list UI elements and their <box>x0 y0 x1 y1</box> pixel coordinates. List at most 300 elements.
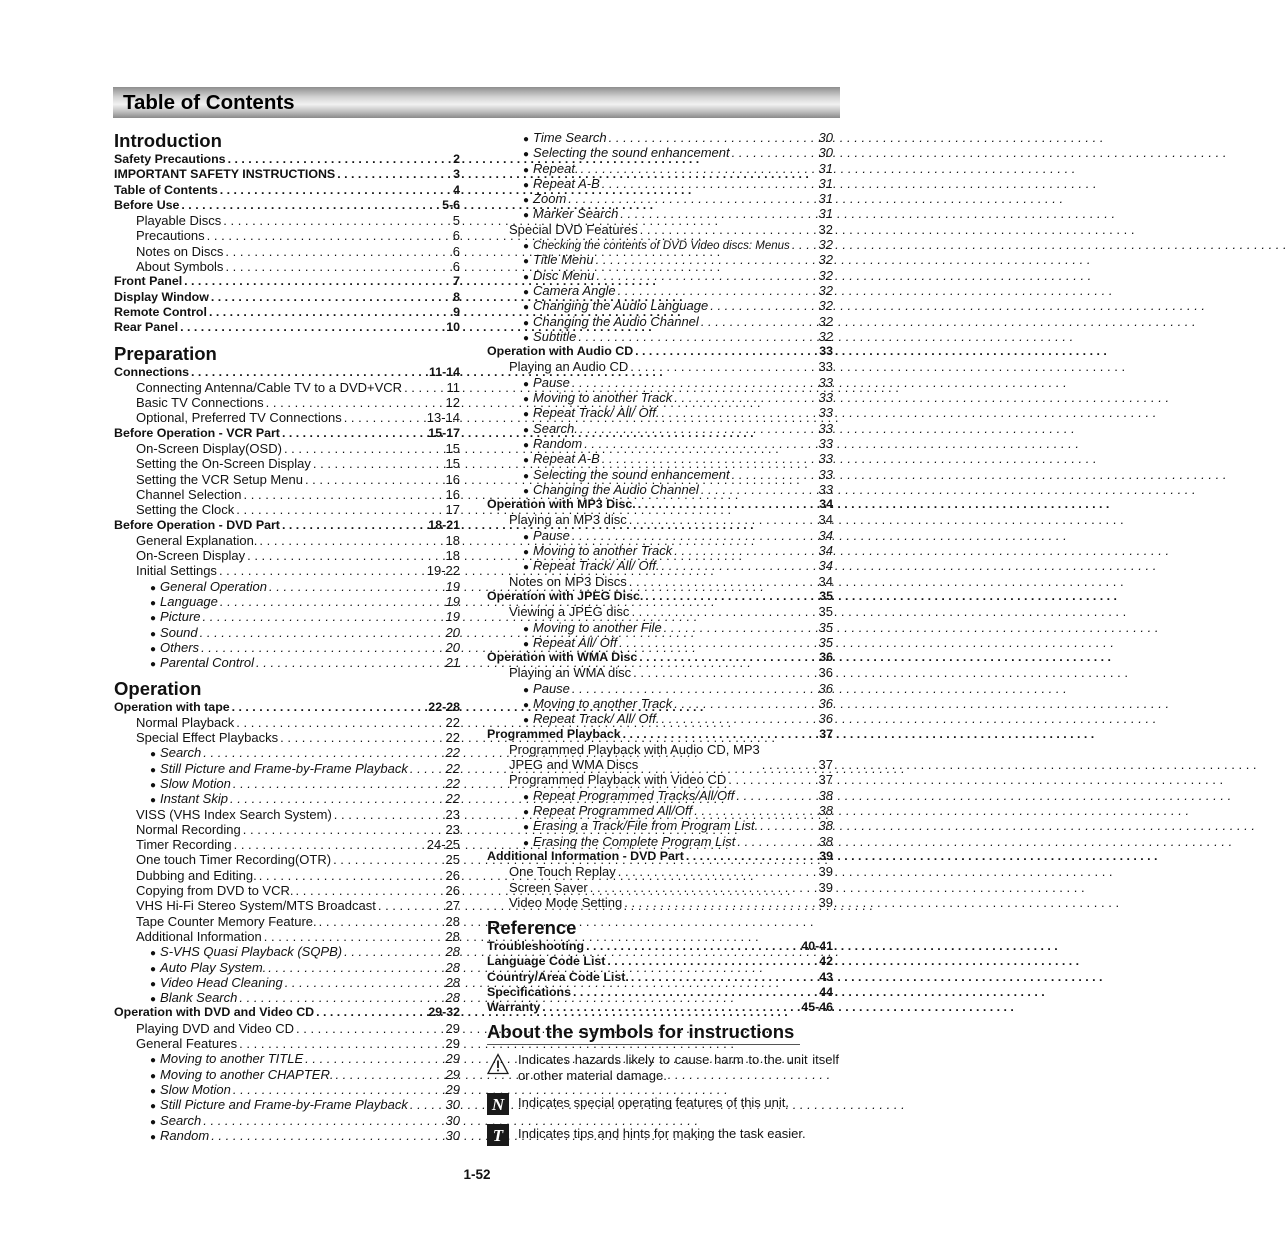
toc-entry[interactable] <box>114 868 460 883</box>
dot-leader <box>333 852 443 867</box>
toc-entry[interactable] <box>487 880 833 895</box>
toc-entry[interactable] <box>487 954 833 969</box>
toc-entry[interactable] <box>487 635 833 650</box>
toc-entry-page: 19-22 <box>426 563 460 579</box>
toc-entry-page: 29 <box>445 1066 460 1082</box>
warning-triangle-icon <box>487 1053 509 1075</box>
bullet-icon: ● <box>523 134 530 145</box>
toc-entry[interactable] <box>114 609 460 624</box>
toc-entry[interactable] <box>487 864 833 879</box>
bullet-icon: ● <box>523 210 530 222</box>
bullet-icon: ● <box>523 807 530 819</box>
toc-entry[interactable] <box>114 791 460 806</box>
toc-entry-title-text: Instant Skip <box>160 791 228 807</box>
toc-entry-page: 29-32 <box>428 1005 460 1020</box>
toc-entry-page: 33 <box>818 481 833 497</box>
toc-entry[interactable] <box>114 990 460 1005</box>
toc-entry[interactable] <box>114 625 460 640</box>
toc-entry-page: 19 <box>445 609 460 625</box>
toc-entry[interactable] <box>487 436 833 451</box>
toc-entry-page: 17 <box>445 502 460 518</box>
toc-entry-title-text: Repeat All/ Off <box>533 634 618 650</box>
dot-leader <box>736 788 816 803</box>
toc-entry[interactable] <box>114 274 460 289</box>
toc-entry[interactable] <box>487 329 833 344</box>
toc-entry[interactable] <box>487 268 833 283</box>
toc-entry-title-text: Programmed Playback <box>487 726 621 741</box>
section-heading: Preparation <box>114 342 217 364</box>
toc-entry[interactable] <box>114 700 460 715</box>
toc-entry[interactable] <box>487 298 833 313</box>
toc-entry-page: 28 <box>445 913 460 929</box>
toc-entry-title-text: Video Head Cleaning <box>160 974 283 990</box>
toc-entry-title <box>136 822 241 837</box>
toc-entry-title <box>487 650 637 665</box>
dot-leader <box>762 757 817 772</box>
toc-entry[interactable] <box>114 1067 460 1082</box>
toc-entry[interactable] <box>487 543 833 558</box>
toc-entry-title <box>114 700 230 715</box>
toc-entry-title <box>136 730 278 745</box>
toc-entry-page: 18-21 <box>428 517 460 532</box>
toc-entry-title-text: Video Mode Setting <box>509 894 623 910</box>
bullet-icon: ● <box>150 628 157 640</box>
toc-entry[interactable] <box>114 715 460 730</box>
toc-entry[interactable] <box>114 259 460 274</box>
toc-entry[interactable] <box>114 807 460 822</box>
toc-entry[interactable] <box>114 320 460 335</box>
dot-leader <box>674 390 816 405</box>
toc-entry[interactable] <box>114 944 460 959</box>
toc-entry-title-text: Additional Information - DVD Part <box>487 848 684 863</box>
toc-entry-title-text: Repeat A-B <box>533 451 600 467</box>
toc-entry[interactable] <box>114 975 460 990</box>
toc-entry-title <box>136 228 205 243</box>
toc-entry[interactable] <box>114 837 460 852</box>
toc-entry[interactable] <box>487 711 833 726</box>
toc-entry[interactable] <box>487 375 833 390</box>
toc-entry[interactable] <box>114 1021 460 1036</box>
toc-entry[interactable] <box>487 482 833 497</box>
toc-entry[interactable] <box>114 518 460 533</box>
toc-entry[interactable] <box>487 176 833 191</box>
toc-entry-title-text: Search. <box>533 420 578 436</box>
dot-leader <box>568 191 816 206</box>
toc-entry[interactable] <box>487 237 833 252</box>
dot-leader <box>620 206 816 221</box>
toc-entry[interactable] <box>114 152 460 167</box>
toc-entry-title-text: Warranty <box>487 1000 541 1015</box>
toc-entry[interactable] <box>114 533 460 548</box>
toc-entry-title <box>114 365 189 380</box>
bullet-icon: ● <box>523 455 530 467</box>
toc-entry-title-text: Normal Playback <box>136 714 235 730</box>
toc-entry[interactable] <box>114 380 460 395</box>
tip-t-glyph: T <box>492 1125 504 1145</box>
toc-entry[interactable] <box>114 929 460 944</box>
toc-entry[interactable] <box>487 206 833 221</box>
toc-entry[interactable] <box>487 359 833 374</box>
toc-entry-page: 21 <box>445 655 460 671</box>
dot-leader <box>645 589 817 604</box>
bullet-icon: ● <box>523 179 530 191</box>
dot-leader <box>244 487 444 502</box>
toc-entry-page: 34 <box>818 558 833 574</box>
toc-entry-page: 34 <box>818 512 833 528</box>
toc-entry-title-text: Repeat Track/ All/ Off. <box>533 711 660 727</box>
dot-leader <box>701 482 817 497</box>
dot-leader <box>203 745 443 760</box>
toc-entry-title-text: Moving to another TITLE <box>160 1051 304 1067</box>
toc-entry-page: 33 <box>818 374 833 390</box>
dot-leader <box>638 497 817 512</box>
dot-leader <box>219 563 425 578</box>
bullet-icon: ● <box>150 948 157 960</box>
toc-entry[interactable] <box>487 314 833 329</box>
toc-entry-page: 36 <box>818 680 833 696</box>
bullet-icon: ● <box>150 1085 157 1097</box>
dot-leader <box>602 176 817 191</box>
toc-entry[interactable] <box>114 1128 460 1143</box>
toc-entry-page: 39 <box>818 864 833 880</box>
toc-entry[interactable] <box>487 497 833 512</box>
toc-entry-title <box>509 742 760 773</box>
toc-entry-title-text: Slow Motion <box>160 1081 231 1097</box>
toc-entry[interactable] <box>487 772 833 787</box>
toc-entry-page: 36 <box>818 711 833 727</box>
dot-leader <box>211 1128 443 1143</box>
toc-entry-page: 15 <box>445 441 460 457</box>
toc-entry[interactable] <box>487 222 833 237</box>
toc-entry-title-text: Selecting the sound enhancement <box>533 145 730 161</box>
dot-leader <box>619 635 816 650</box>
toc-entry-title-text: Parental Control <box>160 655 254 671</box>
toc-entry[interactable] <box>487 512 833 527</box>
toc-entry[interactable] <box>114 914 460 929</box>
toc-entry-page: 36 <box>819 650 833 665</box>
toc-entry-title-text: Playing DVD and Video CD <box>136 1020 295 1036</box>
toc-entry-title-text: Playing an Audio CD <box>509 359 629 375</box>
toc-entry-title-text: Notes on MP3 Discs <box>509 573 627 589</box>
toc-entry-title <box>136 715 234 730</box>
toc-entry[interactable] <box>114 1082 460 1097</box>
bullet-icon: ● <box>150 779 157 791</box>
toc-entry-title-text: Special Effect Playbacks <box>136 730 279 746</box>
toc-entry-page: 15-17 <box>428 425 460 440</box>
toc-entry-title <box>136 213 221 228</box>
toc-entry[interactable] <box>114 167 460 182</box>
toc-entry[interactable] <box>114 441 460 456</box>
toc-entry-title <box>136 563 217 578</box>
toc-entry-title-text: Basic TV Connections <box>136 395 264 411</box>
toc-entry[interactable] <box>114 745 460 760</box>
toc-entry-page: 30 <box>818 145 833 161</box>
toc-entry-title <box>509 222 638 237</box>
toc-entry[interactable] <box>487 665 833 680</box>
toc-entry[interactable] <box>114 365 460 380</box>
toc-entry[interactable] <box>114 290 460 305</box>
dot-leader <box>596 252 817 267</box>
toc-entry[interactable] <box>114 395 460 410</box>
toc-entry[interactable] <box>487 939 833 954</box>
toc-entry[interactable] <box>487 528 833 543</box>
dot-leader <box>313 456 444 471</box>
toc-entry[interactable] <box>487 252 833 267</box>
toc-entry[interactable] <box>114 594 460 609</box>
toc-entry-title <box>136 883 294 898</box>
toc-entry[interactable] <box>487 390 833 405</box>
toc-entry-page: 22 <box>445 730 460 746</box>
toc-entry[interactable] <box>114 960 460 975</box>
toc-entry[interactable] <box>114 640 460 655</box>
toc-entry[interactable] <box>114 579 460 594</box>
toc-entry[interactable] <box>487 145 833 160</box>
toc-entry-page: 11 <box>446 379 460 395</box>
toc-entry-title-text: Connections <box>114 364 190 379</box>
dot-leader <box>285 975 444 990</box>
toc-entry-page: 22 <box>445 714 460 730</box>
toc-entry-title-text: Random <box>160 1127 210 1143</box>
toc-entry[interactable] <box>487 574 833 589</box>
toc-entry[interactable] <box>114 548 460 563</box>
toc-entry-page: 18 <box>445 532 460 548</box>
toc-entry[interactable] <box>114 1097 460 1112</box>
toc-entry[interactable] <box>114 730 460 745</box>
toc-entry[interactable] <box>114 213 460 228</box>
toc-entry[interactable] <box>114 426 460 441</box>
toc-entry-page: 8 <box>453 289 460 304</box>
toc-entry-page: 38 <box>818 787 833 803</box>
toc-entry-page: 29 <box>445 1036 460 1052</box>
toc-entry[interactable] <box>487 467 833 482</box>
toc-entry[interactable] <box>487 344 833 359</box>
toc-entry-page: 43 <box>819 969 833 984</box>
toc-entry-title <box>136 1036 237 1051</box>
toc-entry-page: 16 <box>445 471 460 487</box>
toc-entry[interactable] <box>487 803 833 818</box>
toc-entry-title-text: Auto Play System. <box>160 959 267 975</box>
toc-entry[interactable] <box>114 472 460 487</box>
toc-entry[interactable] <box>487 589 833 604</box>
dot-leader <box>266 395 444 410</box>
toc-entry[interactable] <box>487 895 833 910</box>
toc-entry-page: 39 <box>818 879 833 895</box>
toc-entry-page: 32 <box>818 252 833 268</box>
toc-entry-title <box>136 380 402 395</box>
toc-entry[interactable] <box>487 818 833 833</box>
toc-entry-title-text: Moving to another CHAPTER. <box>160 1066 334 1082</box>
toc-entry-page: 22-28 <box>428 699 460 714</box>
symbols-heading: About the symbols for instructions <box>487 1020 800 1045</box>
dot-leader <box>225 259 450 274</box>
dot-leader <box>259 533 443 548</box>
dot-leader <box>578 329 816 344</box>
dot-leader <box>629 512 817 527</box>
toc-entry-title-text: Repeat. <box>533 160 579 176</box>
bullet-icon: ● <box>523 485 530 497</box>
toc-entry-page: 3 <box>453 167 460 182</box>
toc-entry[interactable] <box>487 788 833 803</box>
dot-leader <box>639 650 817 665</box>
toc-entry-title <box>114 518 280 533</box>
toc-entry[interactable] <box>487 985 833 1000</box>
toc-entry[interactable] <box>114 198 460 213</box>
dot-leader <box>184 274 451 289</box>
toc-entry[interactable] <box>114 883 460 898</box>
toc-entry-page: 37 <box>819 726 833 741</box>
toc-entry-page: 22 <box>445 745 460 761</box>
toc-entry[interactable] <box>114 410 460 425</box>
toc-right-column <box>487 130 839 1154</box>
toc-entry[interactable] <box>487 161 833 176</box>
toc-entry-title-text: Specifications <box>487 985 572 1000</box>
dot-leader <box>410 761 444 776</box>
toc-entry-page: 33 <box>818 466 833 482</box>
toc-entry[interactable] <box>114 183 460 198</box>
toc-entry-title-text: Moving to another Track <box>533 695 673 711</box>
toc-entry-title <box>509 574 627 589</box>
dot-leader <box>410 1097 444 1112</box>
toc-entry-title-text: General Explanation. <box>136 532 258 548</box>
toc-entry-title <box>150 1128 209 1145</box>
dot-leader <box>334 807 444 822</box>
toc-entry-title-text: Additional Information <box>136 928 262 944</box>
toc-entry[interactable] <box>114 1036 460 1051</box>
toc-entry[interactable] <box>487 604 833 619</box>
toc-entry[interactable] <box>114 776 460 791</box>
toc-entry[interactable] <box>487 970 833 985</box>
toc-entry-page: 33 <box>818 420 833 436</box>
toc-entry[interactable] <box>114 852 460 867</box>
toc-entry[interactable] <box>487 191 833 206</box>
toc-entry-title <box>114 152 226 167</box>
toc-entry[interactable] <box>487 727 833 742</box>
toc-entry-title <box>487 727 621 742</box>
toc-entry[interactable] <box>487 834 833 849</box>
toc-entry[interactable] <box>114 655 460 670</box>
dot-leader <box>640 222 817 237</box>
toc-entry[interactable] <box>487 405 833 420</box>
toc-entry-title <box>114 290 209 305</box>
toc-entry[interactable] <box>487 283 833 298</box>
toc-entry-title <box>487 849 684 864</box>
toc-entry-title-text: Before Operation - DVD Part <box>114 517 280 532</box>
toc-entry-page: 27 <box>445 898 460 914</box>
toc-entry-title <box>114 274 182 289</box>
toc-entry[interactable] <box>487 681 833 696</box>
toc-entry-title-text: Dubbing and Editing. <box>136 867 257 883</box>
dot-leader <box>737 834 816 849</box>
toc-entry-page: 29 <box>445 1051 460 1067</box>
toc-entry-title-text: Remote Control <box>114 304 207 319</box>
toc-entry[interactable] <box>114 228 460 243</box>
toc-entry-page: 34 <box>818 527 833 543</box>
toc-entry[interactable] <box>487 451 833 466</box>
dot-leader <box>623 727 818 742</box>
toc-entry[interactable] <box>114 456 460 471</box>
toc-entry-title-text: VISS (VHS Index Search System) <box>136 806 332 822</box>
toc-entry[interactable] <box>114 761 460 776</box>
toc-entry-title <box>136 533 257 548</box>
toc-entry[interactable] <box>487 130 833 145</box>
toc-entry-title <box>114 183 218 198</box>
toc-entry[interactable] <box>487 620 833 635</box>
toc-entry-page: 39 <box>818 894 833 910</box>
dot-leader <box>624 895 816 910</box>
dot-leader <box>180 320 444 335</box>
toc-entry-title-text: Normal Recording <box>136 821 241 837</box>
toc-entry-title-text: Optional, Preferred TV Connections <box>136 410 342 426</box>
toc-entry[interactable] <box>114 563 460 578</box>
toc-entry-title-text: Title Menu <box>533 252 594 268</box>
toc-entry[interactable] <box>114 487 460 502</box>
dot-leader <box>701 314 817 329</box>
toc-entry-page: 39 <box>819 848 833 863</box>
dot-leader <box>234 837 425 852</box>
toc-entry-page: 12 <box>445 395 460 411</box>
toc-entry-page: 5-6 <box>442 197 460 212</box>
toc-entry-title-text: Checking the contents of DVD Video discs: Menus <box>533 240 790 253</box>
toc-entry-title-text: Subtitle <box>533 328 577 344</box>
dot-leader <box>203 609 444 624</box>
toc-entry-page: 35 <box>818 634 833 650</box>
toc-entry[interactable] <box>114 822 460 837</box>
toc-entry[interactable] <box>487 650 833 665</box>
toc-right-entries <box>487 130 833 1016</box>
toc-entry[interactable] <box>487 696 833 711</box>
toc-entry[interactable] <box>114 898 460 913</box>
toc-entry-title-text: Troubleshooting <box>487 939 585 954</box>
toc-entry-page: 2 <box>453 152 460 166</box>
toc-entry[interactable] <box>114 1051 460 1066</box>
toc-entry[interactable] <box>487 849 833 864</box>
toc-entry-page: 10 <box>446 320 460 335</box>
toc-entry[interactable] <box>114 502 460 517</box>
toc-entry-title-text: Repeat Track/ All/ Off. <box>533 558 660 574</box>
dot-leader <box>732 467 817 482</box>
bullet-icon: ● <box>150 1101 157 1113</box>
toc-entry-page: 36 <box>818 695 833 711</box>
toc-entry-page: 34 <box>818 543 833 559</box>
toc-entry[interactable] <box>487 558 833 573</box>
toc-entry[interactable] <box>114 1005 460 1020</box>
toc-entry-title-text: Sound <box>160 624 198 640</box>
toc-entry-title <box>136 441 282 456</box>
toc-entry[interactable] <box>487 421 833 436</box>
toc-entry[interactable] <box>487 1000 833 1015</box>
toc-entry[interactable] <box>114 305 460 320</box>
toc-entry-page: 29 <box>445 1081 460 1097</box>
dot-leader <box>337 167 451 182</box>
toc-entry-title-text: Before Use <box>114 197 180 212</box>
toc-entry-title <box>136 456 311 471</box>
toc-entry-title <box>487 970 629 985</box>
toc-entry-title <box>114 1005 314 1020</box>
dot-leader <box>233 776 444 791</box>
toc-entry-title-text: Changing the Audio Channel <box>533 313 699 329</box>
toc-entry[interactable] <box>487 742 833 773</box>
note-n-glyph: N <box>491 1094 505 1114</box>
toc-entry-title-text: Connecting Antenna/Cable TV to a DVD+VCR <box>136 379 403 395</box>
dot-leader <box>378 898 444 913</box>
bullet-icon: ● <box>523 394 530 406</box>
toc-entry-title-text: Repeat Track/ All/ Off. <box>533 405 660 421</box>
toc-entry[interactable] <box>114 244 460 259</box>
toc-entry-title-text: Language <box>160 594 218 610</box>
dot-leader <box>264 929 444 944</box>
toc-entry[interactable] <box>114 1113 460 1128</box>
bullet-icon: ● <box>523 562 530 574</box>
